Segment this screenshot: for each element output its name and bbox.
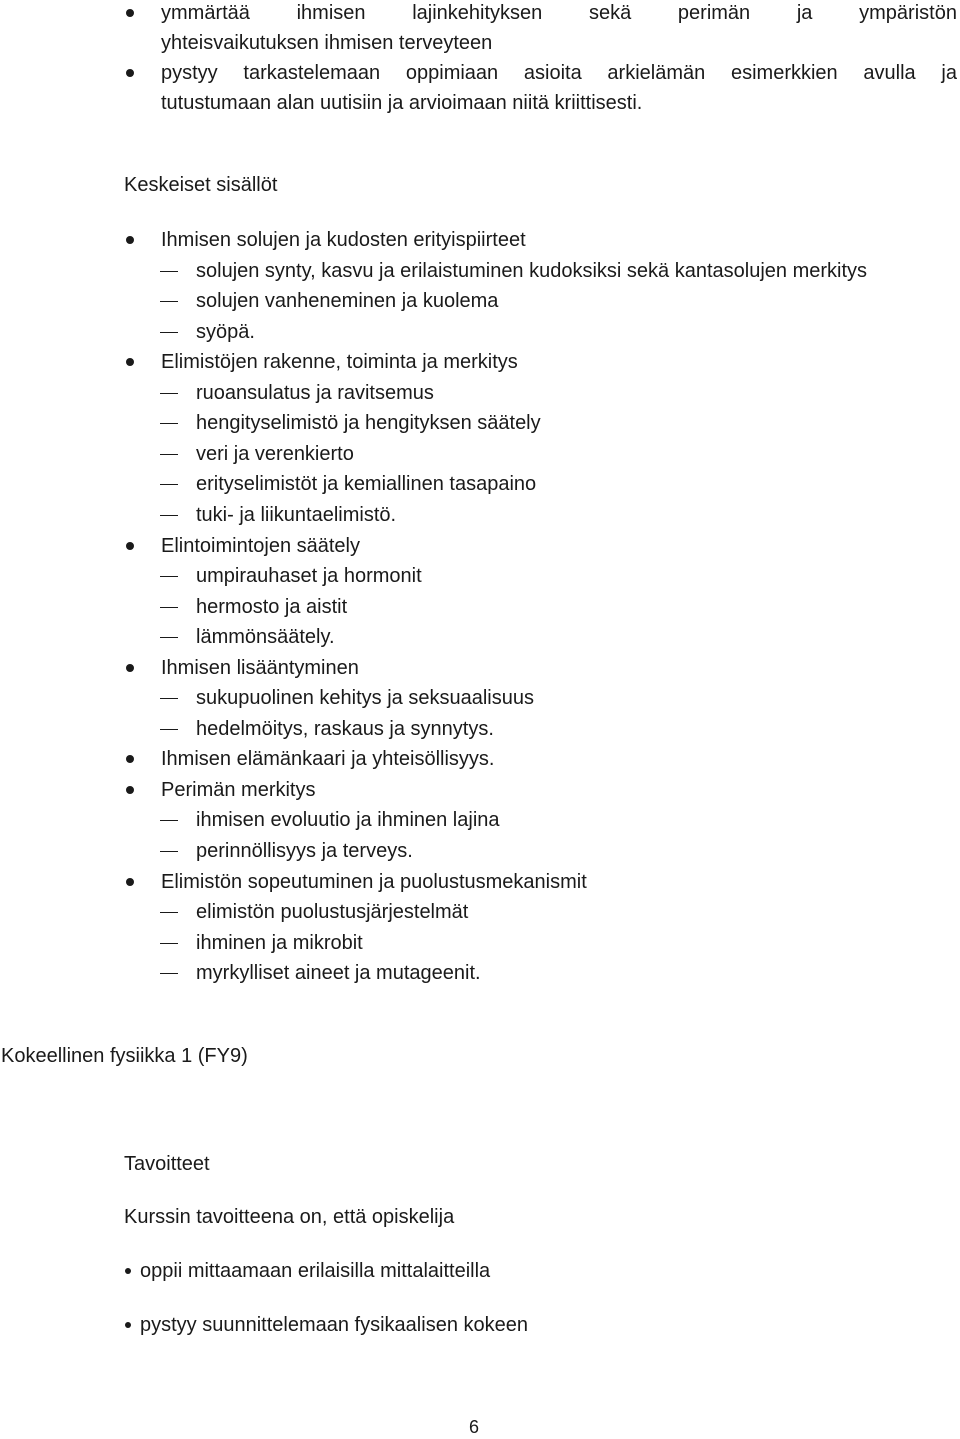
goals-heading: Tavoitteet bbox=[124, 1153, 210, 1175]
bullet-icon bbox=[126, 542, 134, 550]
bullet-icon bbox=[125, 1268, 131, 1274]
dash-icon bbox=[160, 912, 178, 913]
content-subtopic: solujen vanheneminen ja kuolema bbox=[196, 290, 499, 312]
dash-icon bbox=[160, 423, 178, 424]
dash-icon bbox=[160, 851, 178, 852]
dash-icon bbox=[160, 332, 178, 333]
bullet-icon bbox=[126, 236, 134, 244]
goal-item: pystyy suunnittelemaan fysikaalisen kokeen bbox=[140, 1314, 528, 1336]
word: sekä bbox=[588, 2, 632, 24]
dash-icon bbox=[160, 301, 178, 302]
dash-icon bbox=[160, 393, 178, 394]
dash-icon bbox=[160, 973, 178, 974]
word: esimerkkien bbox=[730, 62, 838, 84]
dash-icon bbox=[160, 637, 178, 638]
dash-icon bbox=[160, 698, 178, 699]
dash-icon bbox=[160, 454, 178, 455]
intro-item-1-line-2: yhteisvaikutuksen ihmisen terveyteen bbox=[161, 32, 493, 54]
bullet-icon bbox=[126, 358, 134, 366]
word: tarkastelemaan bbox=[243, 62, 381, 84]
word: arkielämän bbox=[607, 62, 706, 84]
goal-item: oppii mittaamaan erilaisilla mittalaitteilla bbox=[140, 1260, 491, 1282]
bullet-icon bbox=[125, 1322, 131, 1328]
word: pystyy bbox=[161, 62, 218, 84]
content-topic: Ihmisen solujen ja kudosten erityispiirteet bbox=[161, 229, 526, 251]
word: ja bbox=[796, 2, 813, 24]
dash-icon bbox=[160, 729, 178, 730]
content-topic: Ihmisen elämänkaari ja yhteisöllisyys. bbox=[161, 748, 495, 770]
content-subtopic: lämmönsäätely. bbox=[196, 626, 335, 648]
intro-item-2-line-1 bbox=[161, 61, 957, 85]
content-subtopic: erityselimistöt ja kemiallinen tasapaino bbox=[196, 473, 537, 495]
content-subtopic: tuki- ja liikuntaelimistö. bbox=[196, 504, 397, 526]
content-subtopic: perinnöllisyys ja terveys. bbox=[196, 840, 413, 862]
word: ihmisen bbox=[296, 2, 366, 24]
content-subtopic: myrkylliset aineet ja mutageenit. bbox=[196, 962, 481, 984]
content-topic: Elintoimintojen säätely bbox=[161, 535, 360, 557]
content-subtopic: ihminen ja mikrobit bbox=[196, 932, 363, 954]
page-number: 6 bbox=[469, 1417, 480, 1437]
bullet-icon bbox=[126, 69, 134, 77]
content-subtopic: umpirauhaset ja hormonit bbox=[196, 565, 422, 587]
word: lajinkehityksen bbox=[412, 2, 543, 24]
content-subtopic: hengityselimistö ja hengityksen säätely bbox=[196, 412, 541, 434]
word: asioita bbox=[523, 62, 582, 84]
word: avulla bbox=[863, 62, 916, 84]
dash-icon bbox=[160, 271, 178, 272]
dash-icon bbox=[160, 607, 178, 608]
content-topic: Elimistöjen rakenne, toiminta ja merkitys bbox=[161, 351, 518, 373]
dash-icon bbox=[160, 515, 178, 516]
content-subtopic: hermosto ja aistit bbox=[196, 596, 348, 618]
bullet-icon bbox=[126, 878, 134, 886]
content-subtopic: solujen synty, kasvu ja erilaistuminen kudoksiksi sekä kantasolujen merkitys bbox=[196, 260, 868, 282]
word: ympäristön bbox=[859, 2, 957, 24]
content-subtopic: ihmisen evoluutio ja ihminen lajina bbox=[196, 809, 500, 831]
course-title: Kokeellinen fysiikka 1 (FY9) bbox=[1, 1045, 248, 1067]
bullet-icon bbox=[126, 755, 134, 763]
word: oppimiaan bbox=[405, 62, 499, 84]
content-topic: Perimän merkitys bbox=[161, 779, 316, 801]
section-heading: Keskeiset sisällöt bbox=[124, 174, 278, 196]
word: perimän bbox=[677, 2, 751, 24]
bullet-icon bbox=[126, 786, 134, 794]
intro-item-2-line-2: tutustumaan alan uutisiin ja arvioimaan niitä kriittisesti. bbox=[161, 92, 643, 114]
bullet-icon bbox=[126, 9, 134, 17]
content-subtopic: elimistön puolustusjärjestelmät bbox=[196, 901, 469, 923]
goals-intro: Kurssin tavoitteena on, että opiskelija bbox=[124, 1206, 455, 1228]
content-subtopic: sukupuolinen kehitys ja seksuaalisuus bbox=[196, 687, 534, 709]
dash-icon bbox=[160, 576, 178, 577]
word: ymmärtää bbox=[161, 2, 250, 24]
content-subtopic: ruoansulatus ja ravitsemus bbox=[196, 382, 434, 404]
dash-icon bbox=[160, 484, 178, 485]
content-topic: Elimistön sopeutuminen ja puolustusmekanismit bbox=[161, 871, 587, 893]
content-topic: Ihmisen lisääntyminen bbox=[161, 657, 359, 679]
content-subtopic: veri ja verenkierto bbox=[196, 443, 354, 465]
dash-icon bbox=[160, 820, 178, 821]
dash-icon bbox=[160, 943, 178, 944]
content-subtopic: hedelmöitys, raskaus ja synnytys. bbox=[196, 718, 494, 740]
content-subtopic: syöpä. bbox=[196, 321, 255, 343]
bullet-icon bbox=[126, 664, 134, 672]
word: ja bbox=[941, 62, 957, 84]
intro-item-1-line-1 bbox=[161, 1, 957, 25]
